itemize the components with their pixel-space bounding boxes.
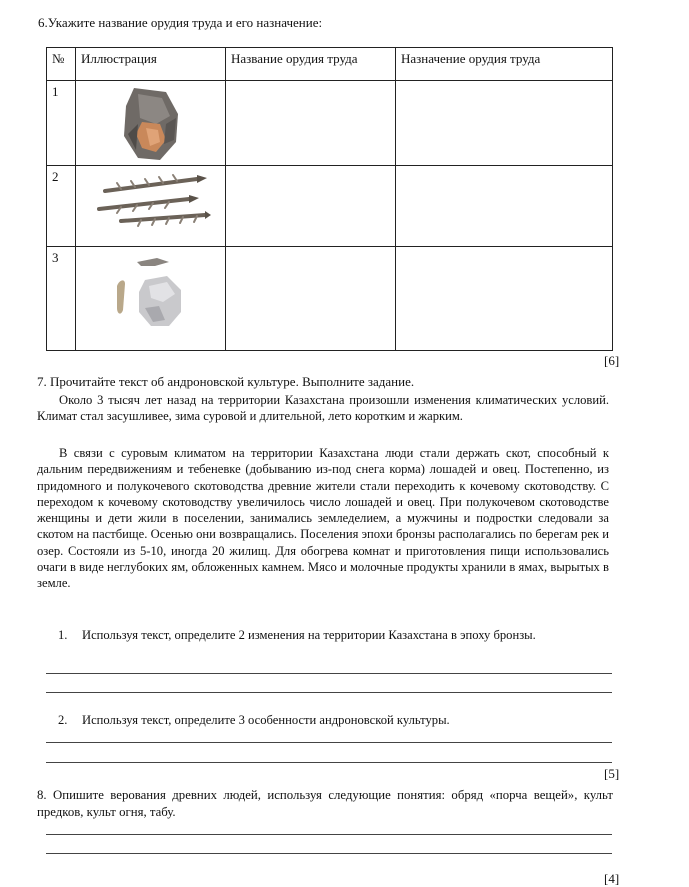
stone-hand-axe-icon — [116, 84, 186, 162]
tool-purpose-answer[interactable] — [396, 166, 613, 247]
table-row — [47, 81, 613, 166]
table-row — [47, 247, 613, 351]
question-text: Используя текст, определите 2 изменения на территории Казахстана в эпоху бронзы. — [82, 628, 536, 642]
stone-flakes-icon — [111, 250, 191, 334]
task7-question-2 — [58, 712, 610, 729]
illustration-cell — [76, 166, 226, 247]
answer-line[interactable] — [46, 673, 612, 674]
answer-line[interactable] — [46, 742, 612, 743]
tool-purpose-answer[interactable] — [396, 81, 613, 166]
bone-harpoons-icon — [91, 169, 211, 233]
tool-purpose-answer[interactable] — [396, 247, 613, 351]
task7-title: 7. Прочитайте текст об андроновской культуре. Выполните задание. — [37, 374, 415, 389]
row-number: 2 — [47, 166, 76, 247]
task7-question-1 — [58, 627, 610, 644]
task7-marks: [5] — [604, 766, 620, 781]
header-tool-purpose: Назначение орудия труда — [396, 48, 613, 81]
tool-name-answer[interactable] — [226, 166, 396, 247]
illustration-cell — [76, 81, 226, 166]
table-row — [47, 166, 613, 247]
task7-paragraph-1: Около 3 тысяч лет назад на территории Казахстана произошли изменения климатических условий. Климат стал засушливее, зима суровой и длительной, лето коротким и жарким. — [37, 393, 609, 424]
answer-line[interactable] — [46, 692, 612, 693]
question-number: 1. — [58, 628, 68, 642]
task8-marks: [4] — [604, 871, 620, 886]
task8-title: 8. Опишите верования древних людей, используя следующие понятия: обряд «порча вещей», культ предков, культ огня, табу. — [37, 788, 613, 819]
header-tool-name: Название орудия труда — [226, 48, 396, 81]
tools-table — [46, 47, 613, 351]
illustration-cell — [76, 247, 226, 351]
task6-marks: [6] — [604, 353, 620, 368]
task6-title: 6.Укажите название орудия труда и его назначение: — [38, 15, 323, 30]
tool-name-answer[interactable] — [226, 81, 396, 166]
task7-paragraph-2: В связи с суровым климатом на территории Казахстана люди стали держать скот, способный к дальним передвижениям и тебеневке (добыванию из-под снега корма) лошадей и овец. Постепенно, из придомного и полукочевого скотоводства древние жители стали переходить к кочевому скотоводству. С переходом к кочевому скотоводству увеличилось число лошадей и овец. При полукочевом скотоводстве женщины и дети жили в поселении, занимались земледелием, а мужчины и подростки следовали за скотом на пастбище. Осенью они возвращались. Поселения эпохи бронзы располагались по берегам рек и озер. Состояли из 5-10, иногда 20 жилищ. Для обогрева комнат и приготовления пищи использовались очаги в виде неглубоких ям, обложенных камнем. Мясо и молочные продукты хранили в ямах, вырытых в земле. — [37, 446, 609, 591]
row-number: 3 — [47, 247, 76, 351]
header-illustration: Иллюстрация — [76, 48, 226, 81]
question-number: 2. — [58, 713, 68, 727]
tool-name-answer[interactable] — [226, 247, 396, 351]
answer-line[interactable] — [46, 762, 612, 763]
table-header-row — [47, 48, 613, 81]
answer-line[interactable] — [46, 853, 612, 854]
answer-line[interactable] — [46, 834, 612, 835]
header-number: № — [47, 48, 76, 81]
row-number: 1 — [47, 81, 76, 166]
question-text: Используя текст, определите 3 особенности андроновской культуры. — [82, 713, 450, 727]
